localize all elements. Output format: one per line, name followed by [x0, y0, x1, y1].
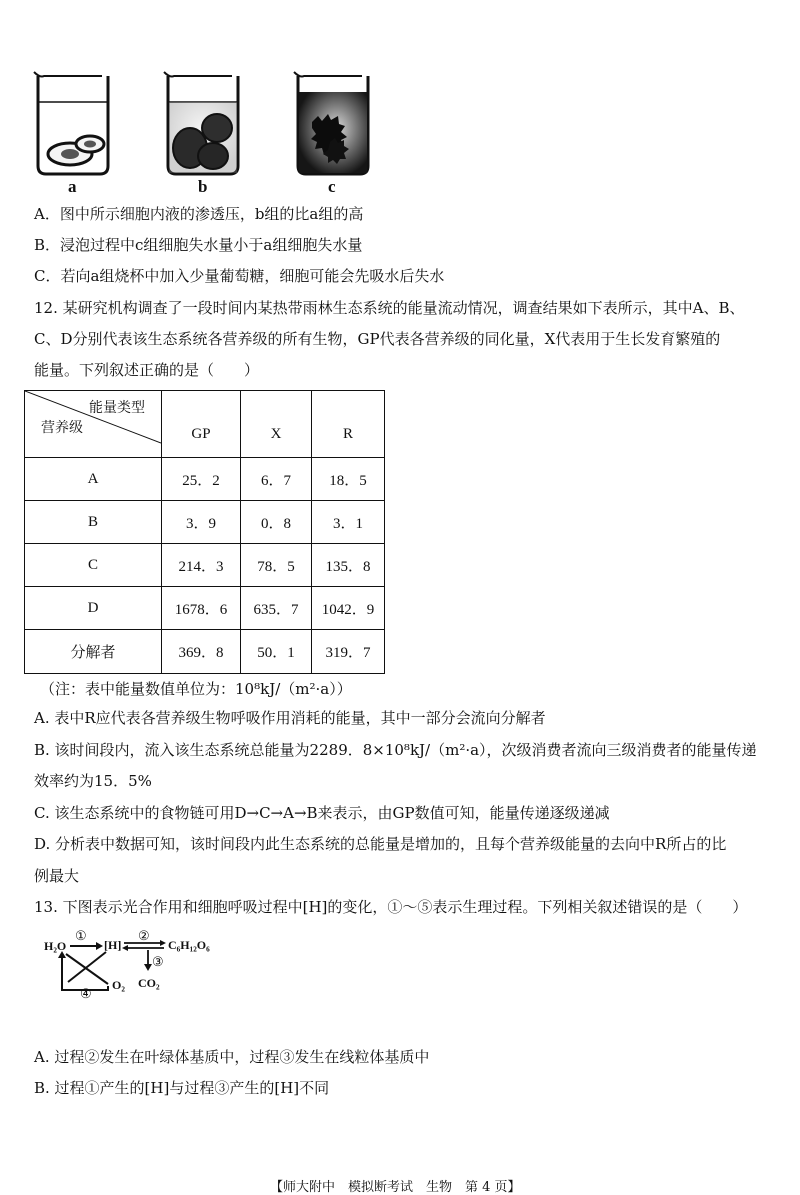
corner-trophic-level: 营养级	[41, 420, 83, 436]
cell-r: 1042．9	[312, 587, 385, 630]
q12-option-d: D. 分析表中数据可知，该时间段内此生态系统的总能量是增加的，且每个营养级能量的去向中R所占的比	[34, 835, 727, 853]
beaker-figure	[30, 62, 370, 180]
q11-option-c: C．若向a组烧杯中加入少量葡萄糖，细胞可能会先吸水后失水	[34, 267, 445, 285]
table-row	[25, 587, 385, 630]
cell-x: 6．7	[241, 458, 312, 501]
table-corner-cell	[25, 391, 162, 458]
row-label: C	[25, 544, 162, 587]
row-label: B	[25, 501, 162, 544]
h-cycle-diagram	[44, 928, 234, 1000]
beaker-b	[164, 72, 238, 174]
q13-option-a: A. 过程②发生在叶绿体基质中，过程③发生在线粒体基质中	[34, 1048, 430, 1066]
cell-r: 3．1	[312, 501, 385, 544]
beaker-a	[34, 72, 108, 174]
q13-option-b: B. 过程①产生的[H]与过程③产生的[H]不同	[34, 1079, 330, 1097]
row-label: A	[25, 458, 162, 501]
corner-energy-type: 能量类型	[89, 400, 145, 416]
row-label: 分解者	[25, 630, 162, 674]
label-co2: CO₂	[138, 976, 160, 990]
energy-table	[24, 390, 385, 674]
label-h2o: H₂O	[44, 939, 67, 953]
table-header-row	[25, 391, 385, 458]
page-footer: 【师大附中 模拟断考试 生物 第 4 页】	[270, 1180, 521, 1195]
q11-option-a: A．图中所示细胞内液的渗透压，b组的比a组的高	[34, 205, 364, 223]
q12-option-a: A. 表中R应代表各营养级生物呼吸作用消耗的能量，其中一部分会流向分解者	[34, 709, 546, 727]
beaker-c	[294, 72, 368, 174]
label-glucose: C₆H₁₂O₆	[168, 938, 210, 952]
table-row	[25, 458, 385, 501]
cell-gp: 25．2	[162, 458, 241, 501]
column-header-x: X	[241, 391, 312, 458]
cell-r: 18．5	[312, 458, 385, 501]
figure-label-c: c	[328, 177, 336, 196]
q11-option-b: B．浸泡过程中c组细胞失水量小于a组细胞失水量	[34, 236, 363, 254]
label-process-2: ②	[138, 928, 150, 943]
cell-x: 635．7	[241, 587, 312, 630]
q12-stem-line-2: C、D分别代表该生态系统各营养级的所有生物，GP代表各营养级的同化量，X代表用于生长发育繁殖的	[34, 330, 721, 348]
column-header-r: R	[312, 391, 385, 458]
q12-option-b-cont: 效率约为15．5%	[34, 772, 152, 790]
cell-gp: 3．9	[162, 501, 241, 544]
label-process-1: ①	[75, 928, 87, 943]
label-process-3: ③	[152, 954, 164, 969]
column-header-gp: GP	[162, 391, 241, 458]
q12-stem-line-1: 12. 某研究机构调查了一段时间内某热带雨林生态系统的能量流动情况，调查结果如下表所示，其中A、B、	[34, 299, 745, 317]
q13-stem: 13. 下图表示光合作用和细胞呼吸过程中[H]的变化，①～⑤表示生理过程。下列相关叙述错误的是（ ）	[34, 898, 748, 916]
table-row	[25, 501, 385, 544]
row-label: D	[25, 587, 162, 630]
table-row	[25, 630, 385, 674]
table-note: （注：表中能量数值单位为：10⁸kJ/（m²·a））	[40, 680, 352, 698]
cell-x: 50．1	[241, 630, 312, 674]
cell-x: 0．8	[241, 501, 312, 544]
table-row	[25, 544, 385, 587]
figure-label-a: a	[68, 177, 77, 196]
label-process-4: ④	[80, 986, 92, 1001]
cell-gp: 1678．6	[162, 587, 241, 630]
cell-x: 78．5	[241, 544, 312, 587]
cell-r: 135．8	[312, 544, 385, 587]
q12-option-c: C. 该生态系统中的食物链可用D→C→A→B来表示，由GP数值可知，能量传递逐级递减	[34, 804, 610, 822]
label-h: [H]	[104, 938, 122, 952]
cell-gp: 214．3	[162, 544, 241, 587]
cell-r: 319．7	[312, 630, 385, 674]
label-o2: O₂	[112, 978, 125, 992]
q12-option-b: B. 该时间段内，流入该生态系统总能量为2289．8×10⁸kJ/（m²·a），次级消费者流向三级消费者的能量传递	[34, 741, 757, 759]
q12-option-d-cont: 例最大	[34, 867, 80, 885]
q12-stem-line-3: 能量。下列叙述正确的是（ ）	[34, 361, 260, 379]
cell-gp: 369．8	[162, 630, 241, 674]
figure-label-b: b	[198, 177, 208, 196]
